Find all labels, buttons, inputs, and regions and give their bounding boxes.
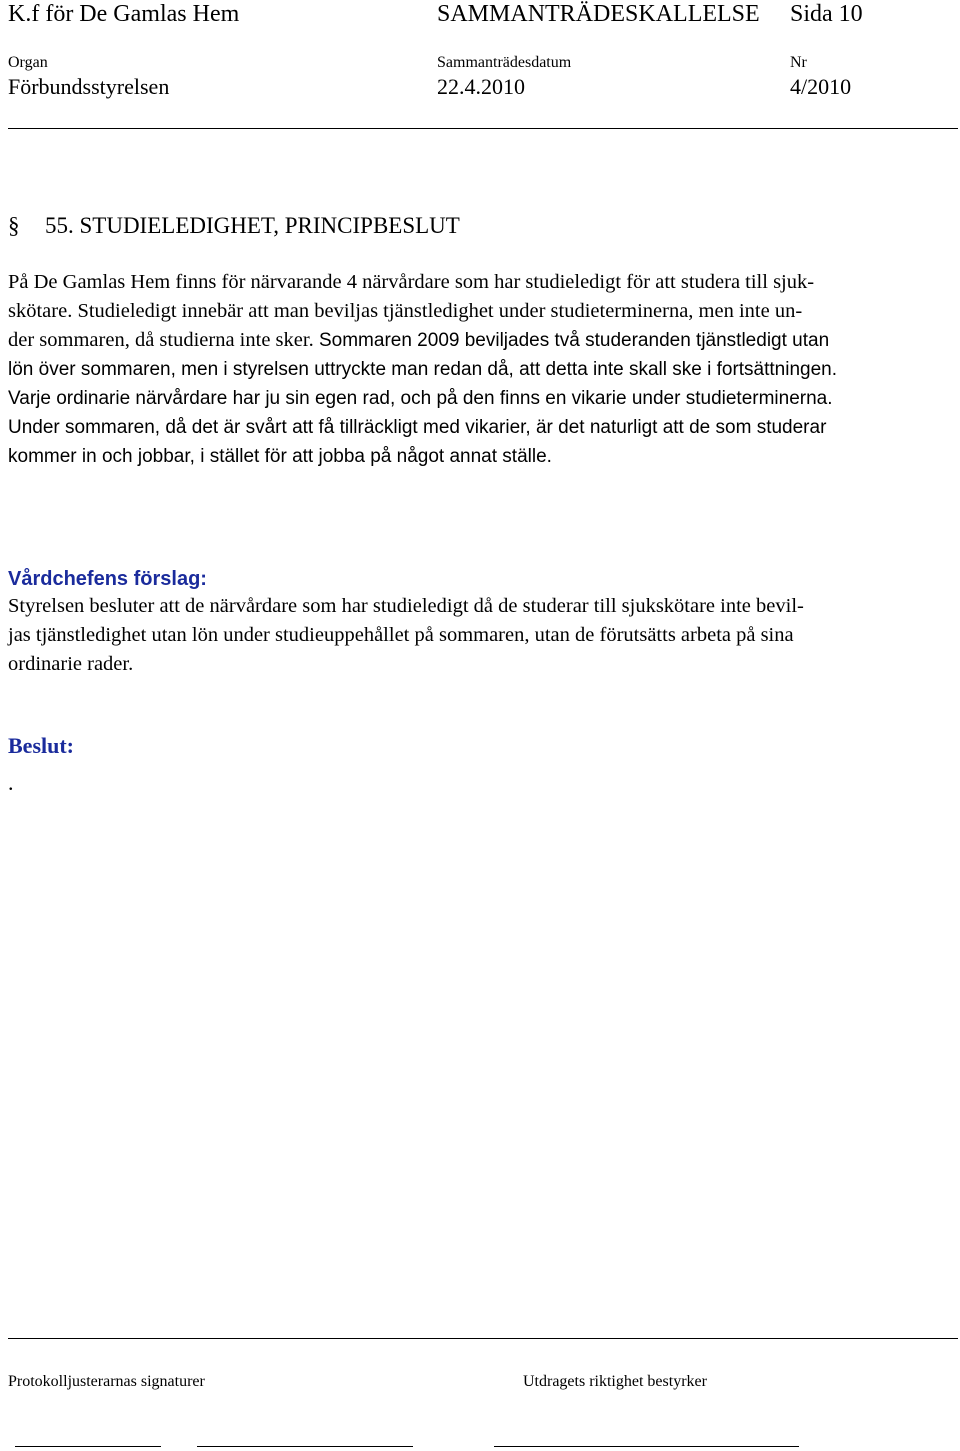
proposal-body: [8, 592, 948, 679]
page-number: Sida 10: [790, 1, 863, 27]
proposal-line: jas tjänstledighet utan lön under studieuppehållet på sommaren, utan de förutsätts arbeta på sina: [8, 624, 794, 646]
body-line: Under sommaren, då det är svårt att få tillräckligt med vikarier, är det naturligt att de som studerar: [8, 417, 827, 438]
meeting-date-label: Sammanträdesdatum: [437, 54, 572, 71]
section-heading: [8, 212, 460, 240]
body-line: På De Gamlas Hem finns för närvarande 4 närvårdare som har studieledigt för att studera till sjuk-: [8, 271, 815, 293]
proposal-line: ordinarie rader.: [8, 653, 134, 675]
section-body: [8, 268, 948, 471]
organ-value: Förbundsstyrelsen: [8, 74, 170, 99]
verification-label: Utdragets riktighet bestyrker: [523, 1373, 707, 1390]
body-line-part: Sommaren 2009 beviljades två studeranden tjänstledigt utan: [313, 330, 830, 351]
meeting-date-value: 22.4.2010: [437, 74, 525, 99]
body-line: lön över sommaren, men i styrelsen uttryckte man redan då, att detta inte skall ske i fortsättningen.: [8, 359, 838, 380]
number-value: 4/2010: [790, 74, 852, 99]
signature-line: [197, 1446, 413, 1447]
body-line-mixed: [8, 326, 948, 355]
paragraph-symbol: §: [8, 213, 20, 238]
verification-signature-line: [494, 1446, 799, 1447]
number-label: Nr: [790, 54, 807, 71]
decision-text: .: [8, 770, 14, 795]
body-line-part: der sommaren, då studierna inte sker.: [8, 329, 314, 351]
signature-line: [15, 1446, 161, 1447]
body-line: kommer in och jobbar, i stället för att jobba på något annat ställe.: [8, 446, 552, 467]
body-line: Varje ordinarie närvårdare har ju sin egen rad, och på den finns en vikarie under studieterminerna.: [8, 388, 833, 409]
body-line: skötare. Studieledigt innebär att man beviljas tjänstledighet under studieterminerna, men inte un-: [8, 300, 803, 322]
proposal-line: Styrelsen besluter att de närvårdare som har studieledigt då de studerar till sjukskötare inte bevil-: [8, 595, 804, 617]
proposal-heading: Vårdchefens förslag:: [8, 568, 207, 590]
organization-title: K.f för De Gamlas Hem: [8, 1, 240, 27]
decision-heading: Beslut:: [8, 733, 74, 758]
organ-label: Organ: [8, 54, 48, 71]
document-type: SAMMANTRÄDESKALLELSE: [437, 1, 760, 27]
footer-divider: [8, 1338, 958, 1339]
signatures-label: Protokolljusterarnas signaturer: [8, 1373, 205, 1390]
header-divider: [8, 128, 958, 129]
section-title: 55. STUDIELEDIGHET, PRINCIPBESLUT: [45, 213, 460, 238]
